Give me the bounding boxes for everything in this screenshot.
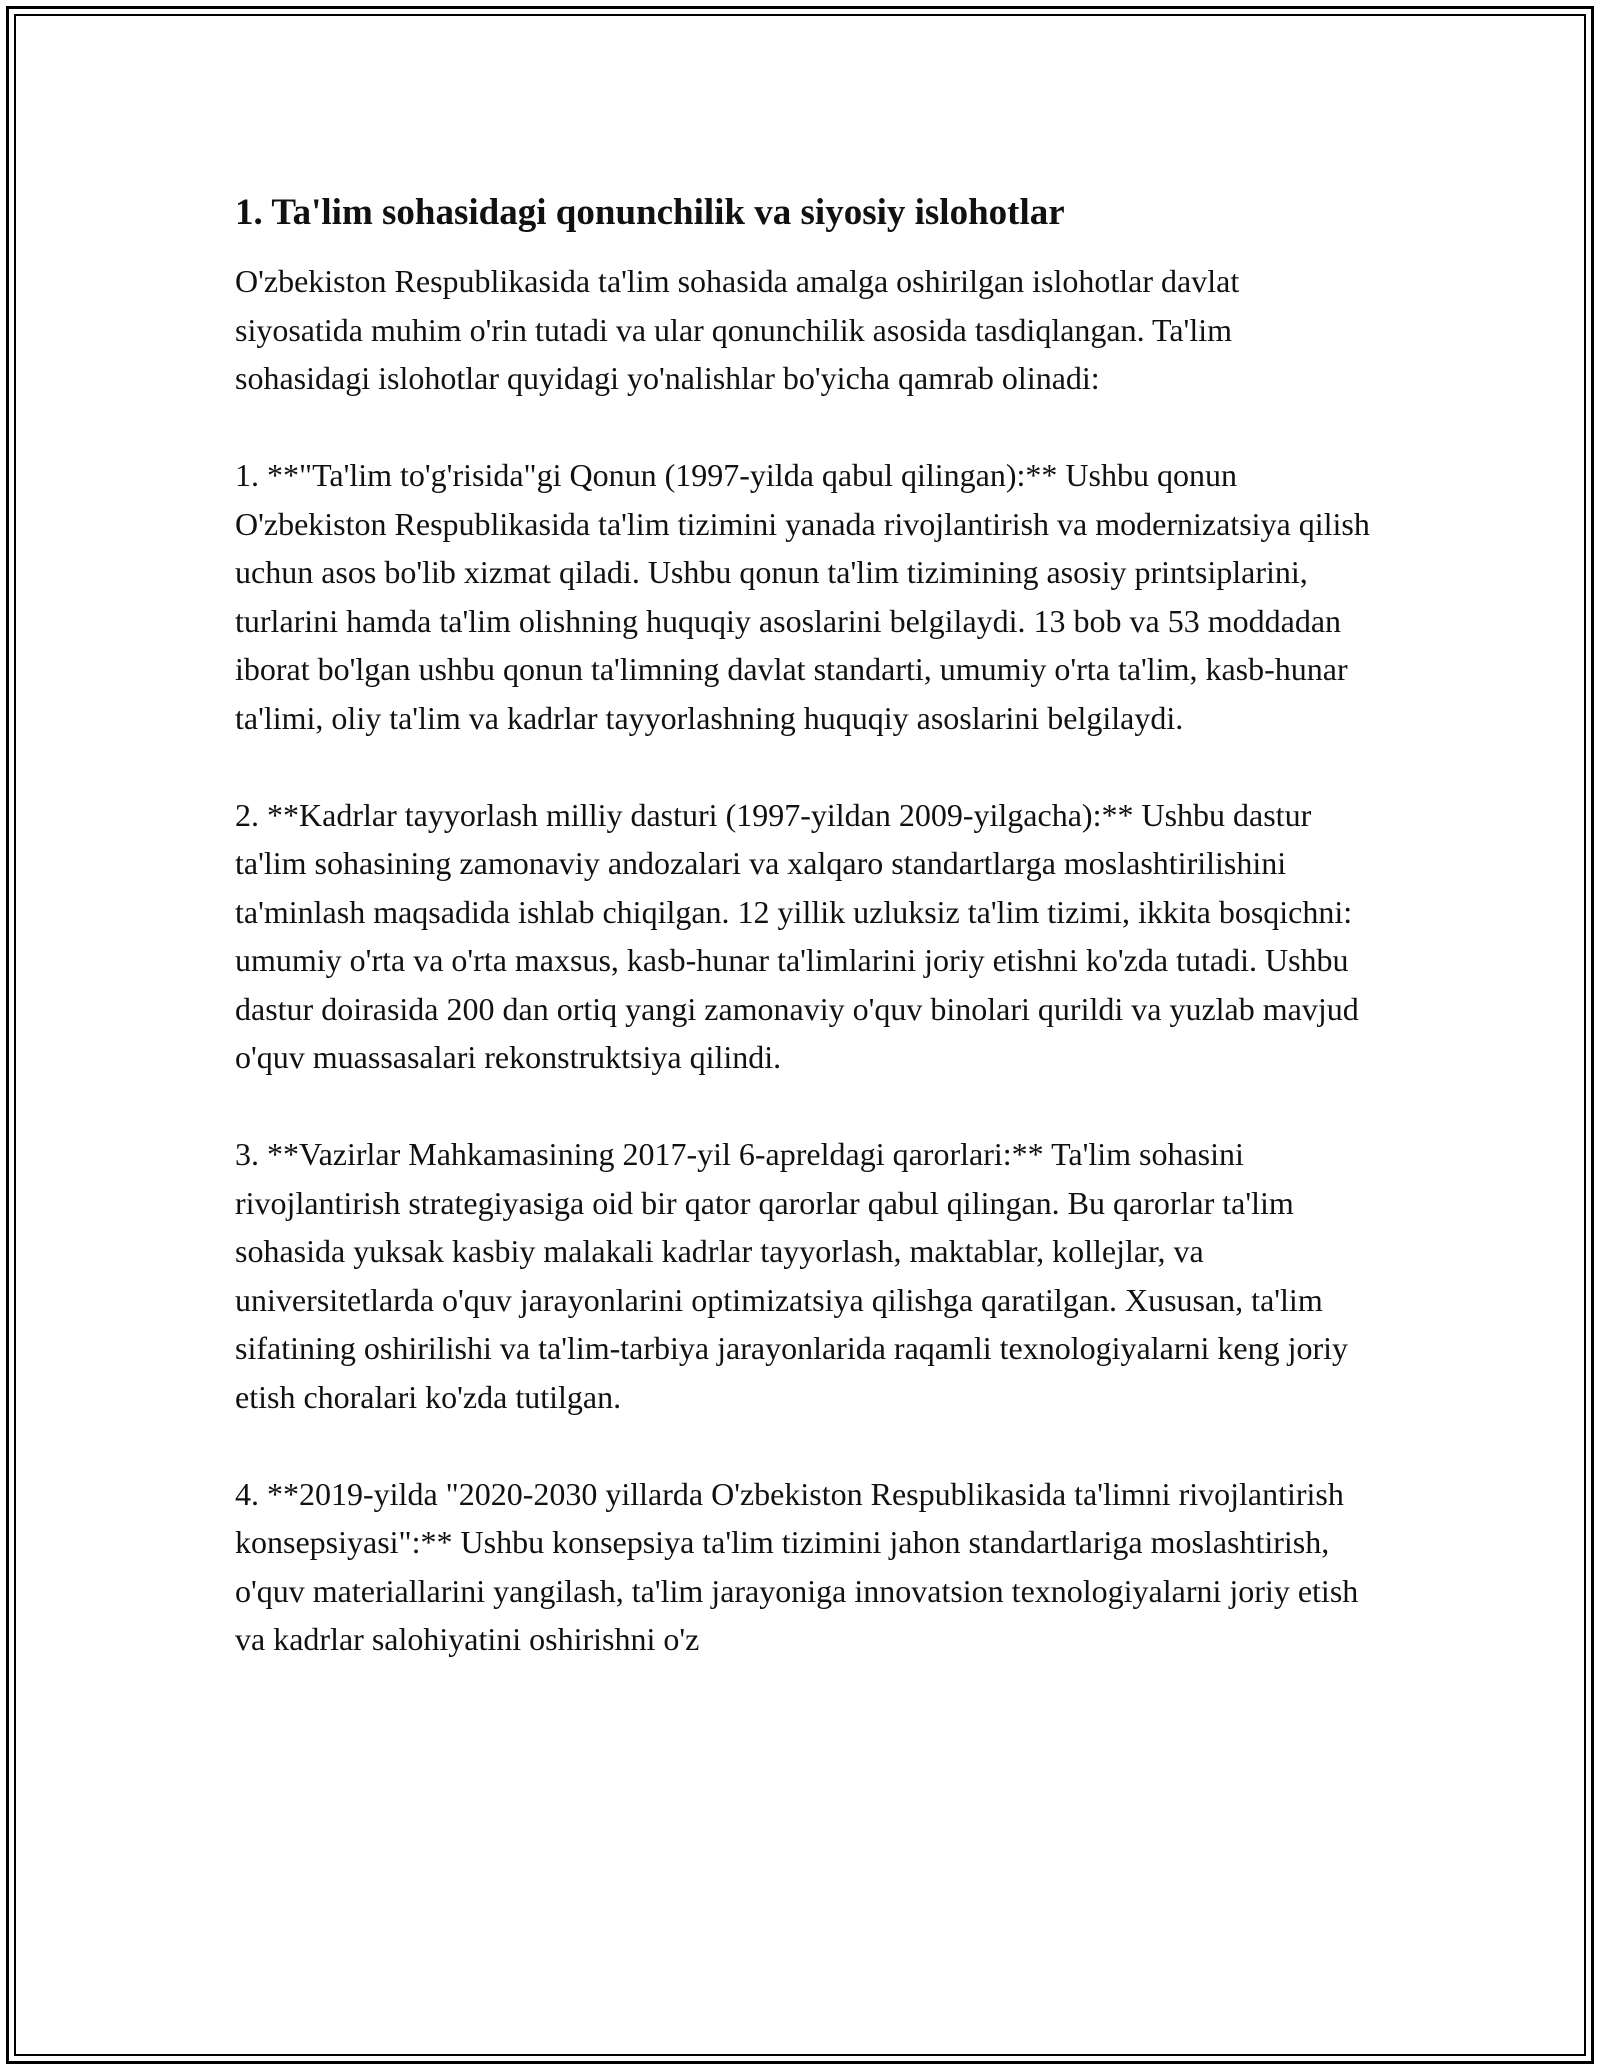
document-body <box>235 185 1375 1712</box>
list-item-cabinet-resolutions: 3. **Vazirlar Mahkamasining 2017-yil 6-apreldagi qarorlari:** Ta'lim sohasini rivojlantirish strategiyasiga oid bir qator qarorlar qabul qilingan. Bu qarorlar ta'lim sohasida yuksak kasbiy malakali kadrlar tayyorlash, maktablar, kollejlar, va universitetlarda o'quv jarayonlarini optimizatsiya qilishga qaratilgan. Xususan, ta'lim sifatining oshirilishi va ta'lim-tarbiya jarayonlarida raqamli texnologiyalarni keng joriy etish choralari ko'zda tutilgan. <box>235 1136 1349 1415</box>
section-heading: 1. Ta'lim sohasidagi qonunchilik va siyosiy islohotlar <box>235 192 1065 233</box>
list-item-national-training-program: 2. **Kadrlar tayyorlash milliy dasturi (1997-yildan 2009-yilgacha):** Ushbu dastur ta'lim sohasining zamonaviy andozalari va xalqaro standartlarga moslashtirilishini ta'minlash maqsadida ishlab chiqilgan. 12 yillik uzluksiz ta'lim tizimi, ikkita bosqichni: umumiy o'rta va o'rta maxsus, kasb-hunar ta'limlarini joriy etishni ko'zda tutadi. Ushbu dastur doirasida 200 dan ortiq yangi zamonaviy o'quv binolari qurildi va yuzlab mavjud o'quv muassasalari rekonstruktsiya qilindi. <box>235 796 1359 1075</box>
list-item-development-concept: 4. **2019-yilda "2020-2030 yillarda O'zbekiston Respublikasida ta'limni rivojlantirish konsepsiyasi":** Ushbu konsepsiya ta'lim tizimini jahon standartlariga moslashtirish, o'quv materiallarini yangilash, ta'lim jarayoniga innovatsion texnologiyalarni joriy etish va kadrlar salohiyatini oshirishni o'z <box>235 1475 1359 1657</box>
intro-paragraph: O'zbekiston Respublikasida ta'lim sohasida amalga oshirilgan islohotlar davlat siyosatida muhim o'rin tutadi va ular qonunchilik asosida tasdiqlangan. Ta'lim sohasidagi islohotlar quyidagi yo'nalishlar bo'yicha qamrab olinadi: <box>235 263 1240 396</box>
list-item-law-on-education: 1. **"Ta'lim to'g'risida"gi Qonun (1997-yilda qabul qilingan):** Ushbu qonun O'zbekiston Respublikasida ta'lim tizimini yanada rivojlantirish va modernizatsiya qilish uchun asos bo'lib xizmat qiladi. Ushbu qonun ta'lim tizimining asosiy printsiplarini, turlarini hamda ta'lim olishning huquqiy asoslarini belgilaydi. 13 bob va 53 moddadan iborat bo'lgan ushbu qonun ta'limning davlat standarti, umumiy o'rta ta'lim, kasb-hunar ta'limi, oliy ta'lim va kadrlar tayyorlashning huquqiy asoslarini belgilaydi. <box>235 457 1370 736</box>
